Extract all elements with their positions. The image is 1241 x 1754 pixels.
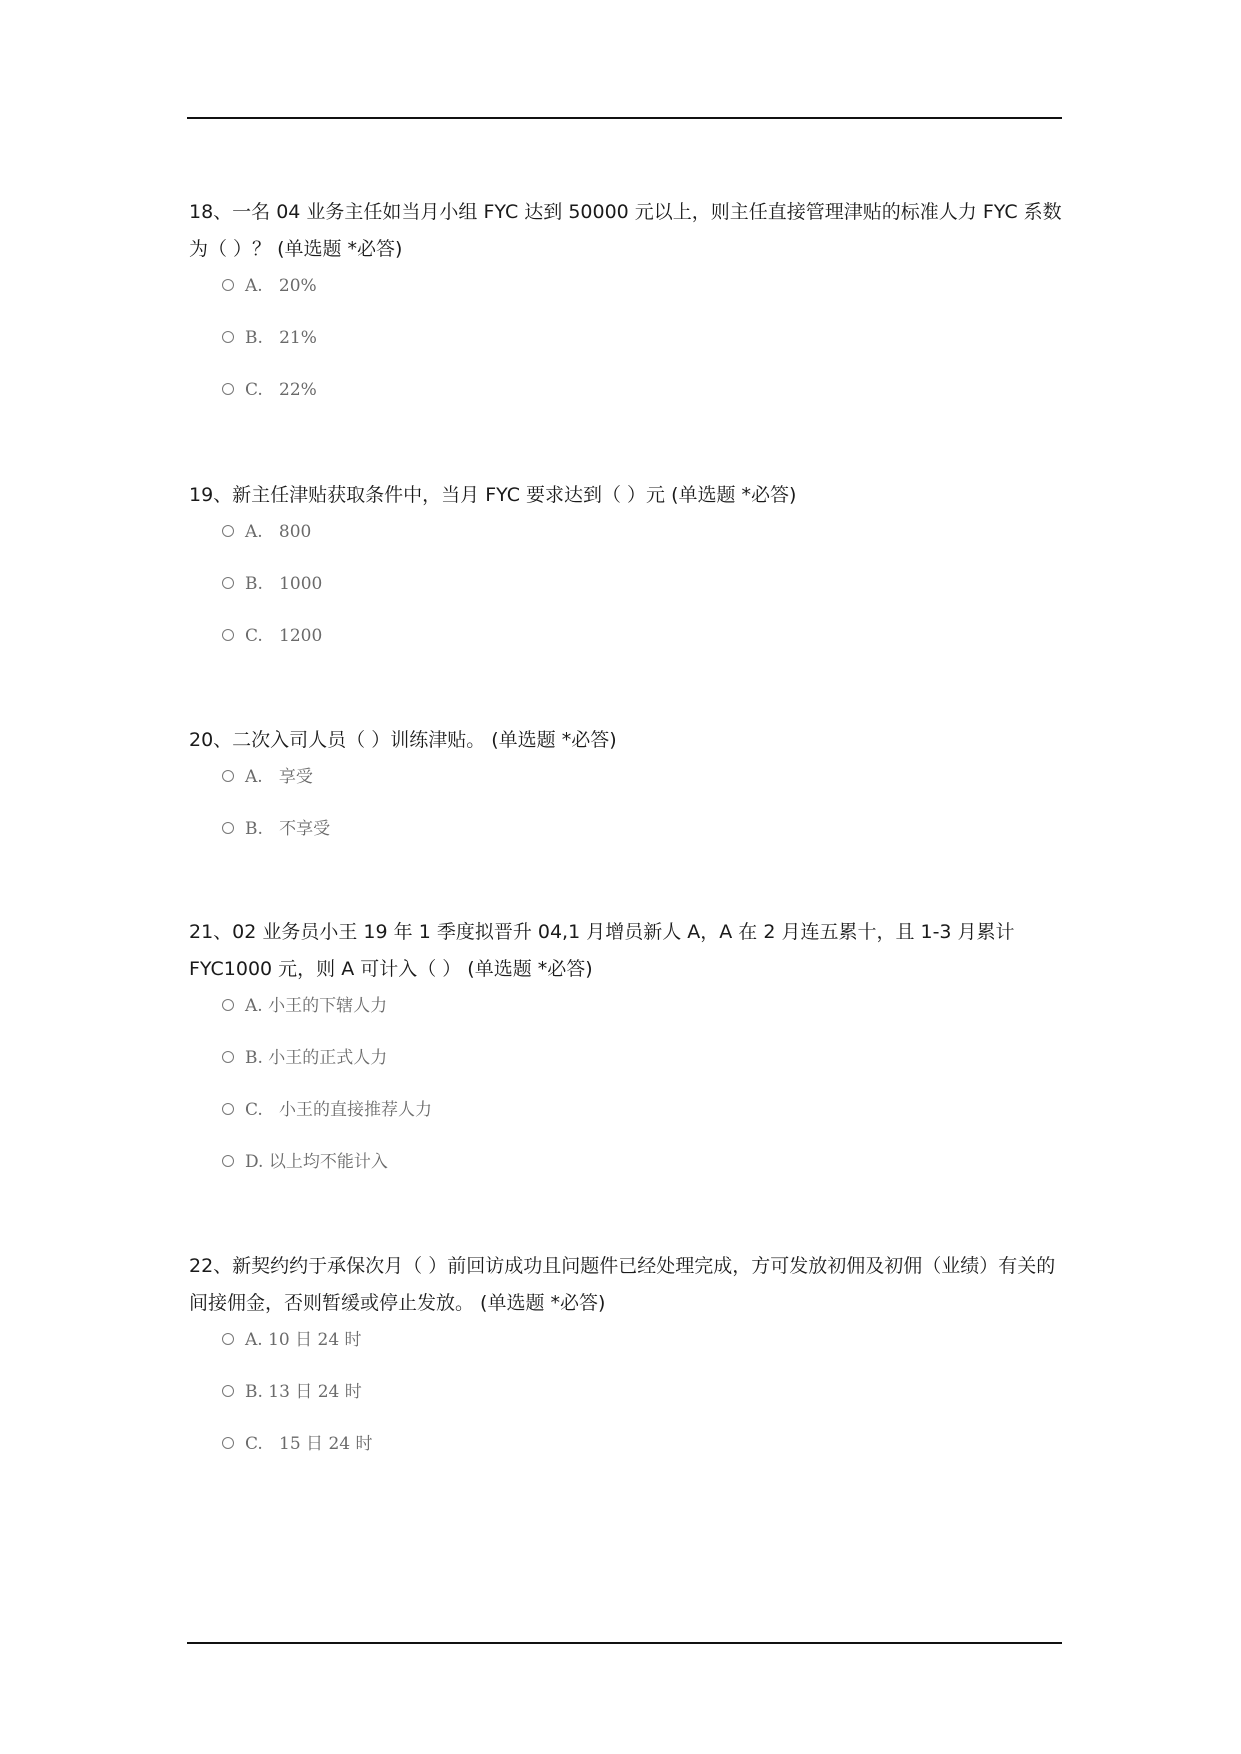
radio-icon[interactable] [222,331,234,343]
option-b[interactable] [189,1380,1069,1432]
option-label: B. 不享受 [245,819,331,839]
option-label: B. 1000 [245,574,323,594]
option-list [189,994,1069,1202]
option-label: C. 15 日 24 时 [245,1434,373,1454]
radio-icon[interactable] [222,629,234,641]
radio-icon[interactable] [222,770,234,782]
option-label: B. 21% [245,328,317,348]
option-label: A. 20% [245,276,317,296]
radio-icon[interactable] [222,383,234,395]
option-list [189,765,1069,869]
radio-icon[interactable] [222,1155,234,1167]
radio-icon[interactable] [222,525,234,537]
option-list [189,520,1069,676]
option-a[interactable] [189,1328,1069,1380]
header-rule [187,117,1062,119]
option-list [189,274,1069,430]
radio-icon[interactable] [222,1103,234,1115]
question-21 [189,914,1069,1202]
radio-icon[interactable] [222,279,234,291]
option-a[interactable] [189,765,1069,817]
option-a[interactable] [189,274,1069,326]
radio-icon[interactable] [222,1437,234,1449]
option-label: B. 小王的正式人力 [245,1048,388,1068]
option-label: C. 22% [245,380,317,400]
option-c[interactable] [189,624,1069,676]
question-text: 22、新契约约于承保次月（ ）前回访成功且问题件已经处理完成，方可发放初佣及初佣（业绩）有关的间接佣金，否则暂缓或停止发放。 (单选题 *必答) [189,1255,1056,1314]
option-label: A. 小王的下辖人力 [245,996,388,1016]
option-list [189,1328,1069,1484]
radio-icon[interactable] [222,1333,234,1345]
question-22 [189,1248,1069,1484]
question-text: 21、02 业务员小王 19 年 1 季度拟晋升 04,1 月增员新人 A，A 在 2 月连五累十，且 1-3 月累计 FYC1000 元，则 A 可计入（ ） (单选题 *必答) [189,921,1015,980]
radio-icon[interactable] [222,1385,234,1397]
option-b[interactable] [189,326,1069,378]
option-label: A. 10 日 24 时 [245,1330,362,1350]
option-b[interactable] [189,572,1069,624]
option-label: A. 享受 [245,767,313,787]
option-d[interactable] [189,1150,1069,1202]
question-18 [189,194,1069,430]
option-b[interactable] [189,817,1069,869]
option-a[interactable] [189,520,1069,572]
option-b[interactable] [189,1046,1069,1098]
option-c[interactable] [189,378,1069,430]
question-text: 18、一名 04 业务主任如当月小组 FYC 达到 50000 元以上，则主任直接管理津贴的标准人力 FYC 系数为（ ）？ (单选题 *必答) [189,201,1062,260]
option-label: A. 800 [245,522,312,542]
radio-icon[interactable] [222,577,234,589]
radio-icon[interactable] [222,1051,234,1063]
option-label: C. 小王的直接推荐人力 [245,1100,433,1120]
question-text: 19、新主任津贴获取条件中，当月 FYC 要求达到（ ）元 (单选题 *必答) [189,484,797,506]
radio-icon[interactable] [222,999,234,1011]
question-20 [189,722,1069,869]
footer-rule [187,1642,1062,1644]
option-c[interactable] [189,1432,1069,1484]
option-label: D. 以上均不能计入 [245,1152,388,1172]
option-a[interactable] [189,994,1069,1046]
option-label: C. 1200 [245,626,323,646]
radio-icon[interactable] [222,822,234,834]
option-label: B. 13 日 24 时 [245,1382,362,1402]
question-text: 20、二次入司人员（ ）训练津贴。 (单选题 *必答) [189,729,617,751]
question-19 [189,477,1069,676]
option-c[interactable] [189,1098,1069,1150]
